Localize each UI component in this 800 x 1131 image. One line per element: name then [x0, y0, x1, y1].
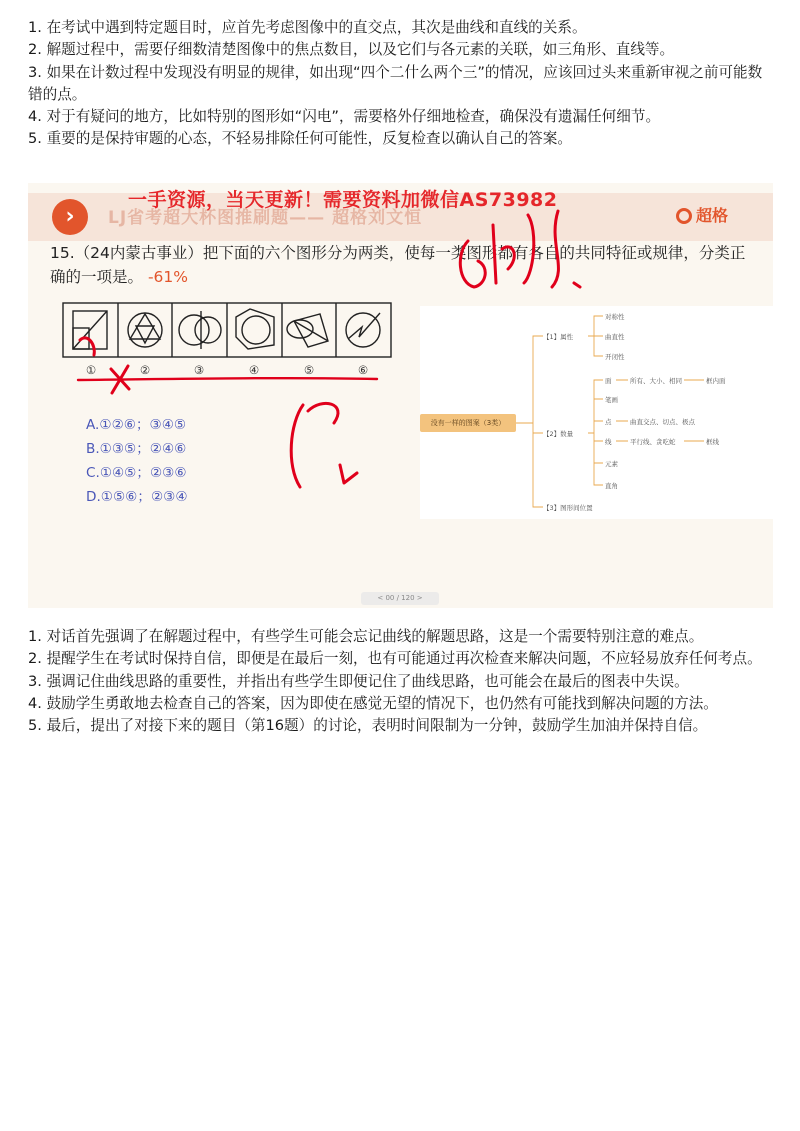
- figure-label: ④: [248, 363, 260, 377]
- figure-label: ⑥: [357, 363, 369, 377]
- slide-banner-title: LJ省考超大杯图推刷题—— 超格刘文恒: [108, 208, 423, 228]
- mindmap-detail: 框内面: [706, 377, 726, 385]
- slide-pager[interactable]: < 00 / 120 >: [361, 592, 439, 605]
- play-icon[interactable]: ›: [52, 199, 88, 235]
- mindmap-detail: 所有、大小、相同: [630, 377, 682, 385]
- summary-item: 4. 对于有疑问的地方，比如特别的图形如“闪电”，需要格外仔细地检查，确保没有遗漏任何细节。: [28, 108, 661, 126]
- summary-item: 5. 最后，提出了对接下来的题目（第16题）的讨论，表明时间限制为一分钟，鼓励学生加油并保持自信。: [28, 717, 708, 735]
- ink-underline: [78, 378, 377, 380]
- mindmap-branch: 【2】数量: [543, 430, 574, 438]
- mindmap-detail: 框线: [706, 438, 719, 446]
- mindmap-leaf: 笔画: [605, 396, 618, 404]
- summary-item: 3. 强调记住曲线思路的重要性，并指出有些学生即便记住了曲线思路，也可能会在最后的图表中失误。: [28, 672, 689, 690]
- mindmap-leaf: 元素: [605, 460, 618, 468]
- answer-option-b[interactable]: B.①③⑤；②④⑥: [86, 441, 187, 457]
- summary-item: 5. 重要的是保持审题的心态，不轻易排除任何可能性，反复检查以确认自己的答案。: [28, 130, 572, 148]
- figure-label: ①: [85, 363, 97, 377]
- summary-list-top: [28, 17, 773, 151]
- watermark-text: 一手资源，当天更新！需要资料加微信AS73982: [128, 189, 558, 211]
- ink-handwriting: [460, 211, 580, 287]
- mindmap-leaf: 线: [605, 438, 612, 446]
- mindmap-branch: 【3】图形间位置: [543, 504, 593, 512]
- ink-scribble: [340, 465, 357, 483]
- mindmap-leaf: 面: [605, 377, 612, 385]
- mindmap-leaf: 点: [605, 418, 612, 426]
- mindmap-detail: 曲直交点、切点、极点: [630, 418, 695, 426]
- lecture-screenshot: [28, 183, 773, 608]
- figure-label: ⑤: [303, 363, 315, 377]
- ink-mark: [80, 338, 94, 355]
- summary-item: 4. 鼓励学生勇敢地去检查自己的答案，因为即使在感觉无望的情况下，也仍然有可能找到解决问题的方法。: [28, 694, 718, 712]
- question-stem: 15.（24内蒙古事业）把下面的六个图形分为两类，使每一类图形都有各自的共同特征或规律，分类正确的一项是。: [50, 244, 746, 286]
- answer-option-a[interactable]: A.①②⑥；③④⑤: [86, 417, 187, 433]
- mindmap-leaf: 曲直性: [605, 333, 625, 341]
- summary-item: 1. 对话首先强调了在解题过程中，有些学生可能会忘记曲线的解题思路，这是一个需要特别注意的难点。: [28, 628, 704, 645]
- answer-option-d[interactable]: D.①⑤⑥；②③④: [86, 489, 188, 505]
- summary-list-bottom: [28, 626, 773, 737]
- summary-item: 2. 提醒学生在考试时保持自信，即便是在最后一刻，也有可能通过再次检查来解决问题，不应轻易放弃任何考点。: [28, 650, 762, 668]
- question-error-rate: -61%: [147, 268, 188, 286]
- mindmap-leaf: 对称性: [605, 313, 625, 321]
- answer-option-c[interactable]: C.①④⑤；②③⑥: [86, 465, 187, 481]
- mindmap-root: 没有一样的图案（3类）: [420, 414, 516, 432]
- brand-name: 超格: [695, 206, 728, 225]
- figure-label: ②: [139, 363, 151, 377]
- handwritten-annotations: [28, 183, 773, 608]
- summary-item: 2. 解题过程中，需要仔细数清楚图像中的焦点数目，以及它们与各元素的关联，如三角形、直线等。: [28, 41, 675, 59]
- ink-scribble: [291, 403, 338, 487]
- mindmap-branch: 【1】属性: [543, 333, 574, 341]
- mindmap-leaf: 直角: [605, 482, 618, 490]
- summary-item: 3. 如果在计数过程中发现没有明显的规律，如出现“四个二什么两个三”的情况，应该回过头来重新审视之前可能数错的点。: [28, 63, 763, 103]
- summary-item: 1. 在考试中遇到特定题目时，应首先考虑图像中的直交点，其次是曲线和直线的关系。: [28, 19, 587, 36]
- mindmap-detail: 平行线、贪吃蛇: [630, 438, 676, 446]
- mindmap-leaf: 开闭性: [605, 353, 625, 361]
- figure-label: ③: [193, 363, 205, 377]
